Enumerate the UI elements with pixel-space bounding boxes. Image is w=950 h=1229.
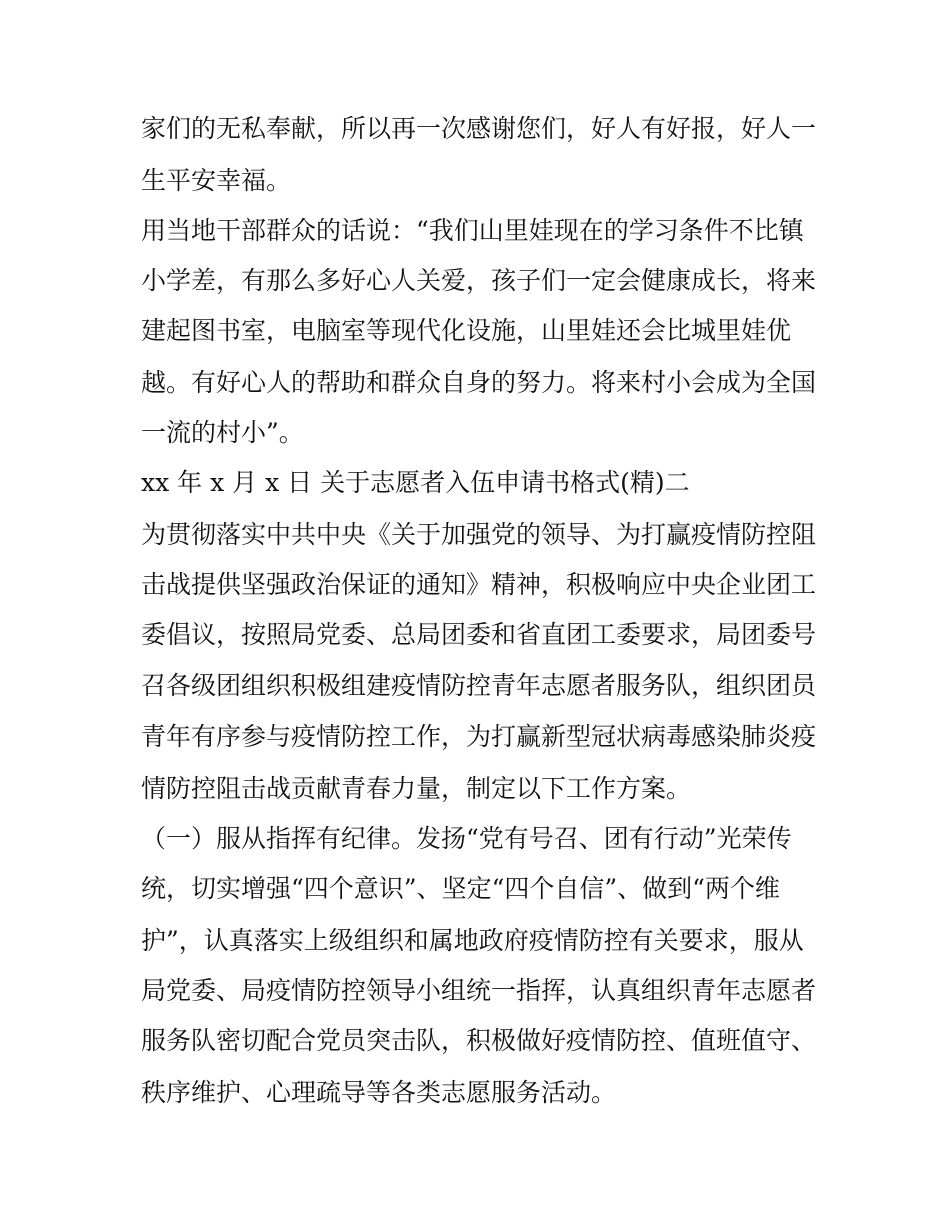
text-line: 召各级团组织积极组建疫情防控青年志愿者服务队，组织团员 [141,671,817,700]
text-line: 委倡议，按照局党委、总局团委和省直团工委要求，局团委号 [141,620,817,649]
text-line: （一）服从指挥有纪律。发扬“党有号召、团有行动”光荣传 [141,824,792,853]
text-line: 一流的村小”。 [141,418,304,447]
text-line: 生平安幸福。 [141,166,292,195]
text-line: 小学差，有那么多好心人关爱，孩子们一定会健康成长，将来 [141,266,817,295]
text-line: 家们的无私奉献，所以再一次感谢您们，好人有好报，好人一 [141,114,817,143]
text-line: 越。有好心人的帮助和群众自身的努力。将来村小会成为全国 [141,368,817,397]
text-line: 局党委、局疫情防控领导小组统一指挥，认真组织青年志愿者 [141,976,817,1005]
text-line: 秩序维护、心理疏导等各类志愿服务活动。 [141,1078,617,1107]
section-heading: xx 年 x 月 x 日 关于志愿者入伍申请书格式(精)二 [141,468,690,497]
text-line: 护”，认真落实上级组织和属地政府疫情防控有关要求，服从 [141,926,804,955]
text-line: 建起图书室，电脑室等现代化设施，山里娃还会比城里娃优 [141,316,792,345]
text-line: 服务队密切配合党员突击队，积极做好疫情防控、值班值守、 [141,1026,817,1055]
text-line: 青年有序参与疫情防控工作，为打赢新型冠状病毒感染肺炎疫 [141,722,817,751]
text-line: 为贯彻落实中共中央《关于加强党的领导、为打赢疫情防控阻 [141,520,817,549]
text-line: 统，切实增强“四个意识”、坚定“四个自信”、做到“两个维 [141,874,780,903]
text-line: 击战提供坚强政治保证的通知》精神，积极响应中央企业团工 [141,570,817,599]
text-line: 用当地干部群众的话说：“我们山里娃现在的学习条件不比镇 [141,216,804,245]
text-line: 情防控阻击战贡献青春力量，制定以下工作方案。 [141,774,692,803]
